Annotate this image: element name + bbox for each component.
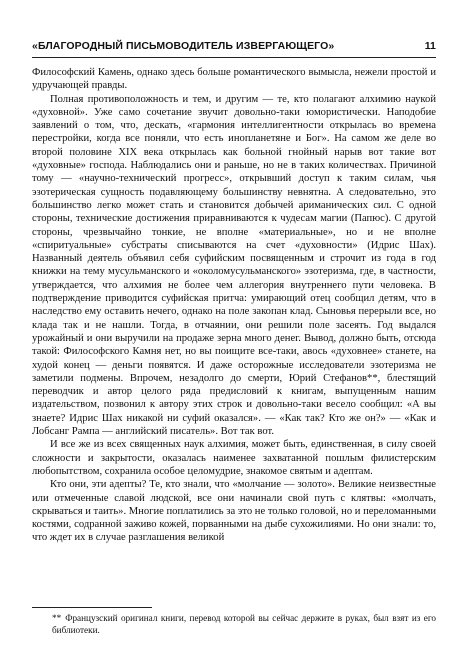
paragraph: Полная противоположность и тем, и другим — те, кто полагают алхимию наукой «духовной». Уже само сочетание звучит довольно-таки юмористически. Наподобие заявлений о том, что, дескать, «гармония интеллигентности открылась во времена перестройки, когда все поняли, что есть инопланетяне и Бог». На самом же деле во второй половине XIX века открылась как больной гнойный нарыв вот такие вот «духовные» господа. Наблюдались они и раньше, но не в таких количествах. Причиной тому — «научно-технический прогресс», открывший доступ к таким силам, чья эзотерическая сущность подавляющему большинству невнятна. А следовательно, это большинство легко может стать и становится добычей ариманических сил. С одной стороны, технические достижения приравниваются к чудесам магии (Папюс). С другой стороны, чрезвычайно тонкие, не вполне «материальные», но и не вполне «спиритуальные» субстраты списываются на счет «духовности» (Идрис Шах). Названный деятель объявил себя суфийским посвященным и строчит из года в год книжки на тему мусульманского и «околомусульманского» эзотеризма, где, в частности, утверждается, что алхимия не более чем аллегория внутреннего пути человека. В подтверждение приводится суфийская притча: умирающий отец сообщил детям, что в наследство ему оставить нечего, однако на поле закопан клад. Сыновья перерыли все, но клада так и не нашли. Тогда, в отчаянии, они решили поле засеять. Год выдался урожайный и они выручили на продаже зерна много денег. Вывод, должно быть, отсюда такой: Философского Камня нет, но вы поищите все-таки, авось «духовнее» станете, на худой конец — деньги появятся. И даже осторожные исследователи эзотеризма не заметили подмены. Впрочем, незадолго до смерти, Юрий Стефанов**, блестящий переводчик и автор целого ряда предисловий к книгам, выпущенным нашим издательством, позвонил к автору этих строк и довольно-таки весело сообщил: «А вы знаете? Идрис Шах никакой ни суфий оказался». — «Как так? Кто же он?» — «Как и Лобсанг Рампа — английский писатель». Вот так вот.	[32, 93, 436, 438]
running-title: «БЛАГОРОДНЫЙ ПИСЬМОВОДИТЕЛЬ ИЗВЕРГАЮЩЕГО»	[32, 40, 335, 52]
paragraph: Философский Камень, однако здесь больше романтического вымысла, нежели простой и удручающей правды.	[32, 67, 436, 92]
footnote-mark: **	[52, 613, 62, 623]
running-header	[32, 40, 436, 56]
paragraph: Кто они, эти адепты? Те, кто знали, что «молчание — золото». Великие неизвестные или отмеченные славой людской, все они начинали свой путь с клятвы: «молчать, скрываться и таить». Многие поплатились за это не только головой, но и переломанными костями, содранной заживо кожей, порванными на дыбе сухожилиями. Но они знали: то, что ждет их в случае разглашения великой	[32, 479, 436, 544]
footnote-text: Французский оригинал книги, перевод которой вы сейчас держите в руках, был взят из его библиотеки.	[52, 613, 436, 635]
paragraph: И все же из всех священных наук алхимия, может быть, единственная, в силу своей сложности и закрытости, оказалась наименее захватанной пошлым филистерским любопытством, сохранила особое целомудрие, знакомое святым и адептам.	[32, 439, 436, 477]
page-number: 11	[424, 40, 436, 52]
header-rule	[32, 57, 436, 58]
footnote-rule	[32, 607, 152, 608]
body-text	[32, 66, 436, 545]
footnote	[32, 613, 436, 636]
